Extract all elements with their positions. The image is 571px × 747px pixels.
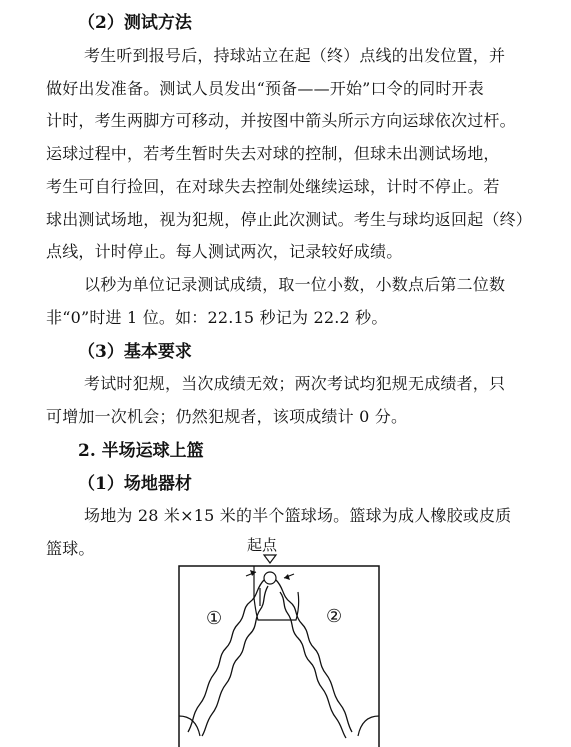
paragraph-line: 考生听到报号后，持球站立在起（终）点线的出发位置，并 [84,46,506,65]
route-2-path-outer [276,580,352,732]
paragraph-line: 运球过程中，若考生暂时失去对球的控制，但球未出测试场地， [46,144,500,163]
lane-outline [254,566,299,620]
heading-test-method: （2）测试方法 [78,13,192,33]
paragraph-line: 以秒为单位记录测试成绩，取一位小数，小数点后第二位数 [84,275,506,294]
paragraph-line: 考生可自行捡回，在对球失去控制处继续运球，计时不停止。若 [46,177,500,196]
route-1-path-outer [188,580,264,732]
paragraph-line: 场地为 28 米×15 米的半个篮球场。篮球为成人橡胶或皮质 [84,506,512,525]
route-2-label: ② [326,606,343,627]
start-marker-icon [264,555,276,563]
heading-basic-requirements: （3）基本要求 [78,342,192,362]
paragraph-line: 点线，计时停止。每人测试两次，记录较好成绩。 [46,242,403,261]
paragraph-line: 可增加一次机会；仍然犯规者，该项成绩计 0 分。 [46,407,408,426]
paragraph-line: 考试时犯规，当次成绩无效；两次考试均犯规无成绩者，只 [84,374,506,393]
paragraph-line: 非“0”时进 1 位。如：22.15 秒记为 22.2 秒。 [46,308,388,327]
start-point-label: 起点 [247,536,278,554]
paragraph-line: 做好出发准备。测试人员发出“预备——开始”口令的同时开表 [46,79,484,98]
corner-arc-right [358,716,379,736]
corner-arc-left [179,716,200,736]
paragraph-line: 计时，考生两脚方可移动，并按图中箭头所示方向运球依次过杆。 [46,111,516,130]
paragraph-line: 篮球。 [46,539,95,558]
route-1-label: ① [206,608,223,629]
start-circle [264,572,276,584]
court-diagram [176,536,382,747]
paragraph-line: 球出测试场地，视为犯规，停止此次测试。考生与球均返回起（终） [46,210,533,229]
heading-venue-equipment: （1）场地器材 [78,474,192,494]
heading-half-court: 2. 半场运球上篮 [78,441,204,461]
